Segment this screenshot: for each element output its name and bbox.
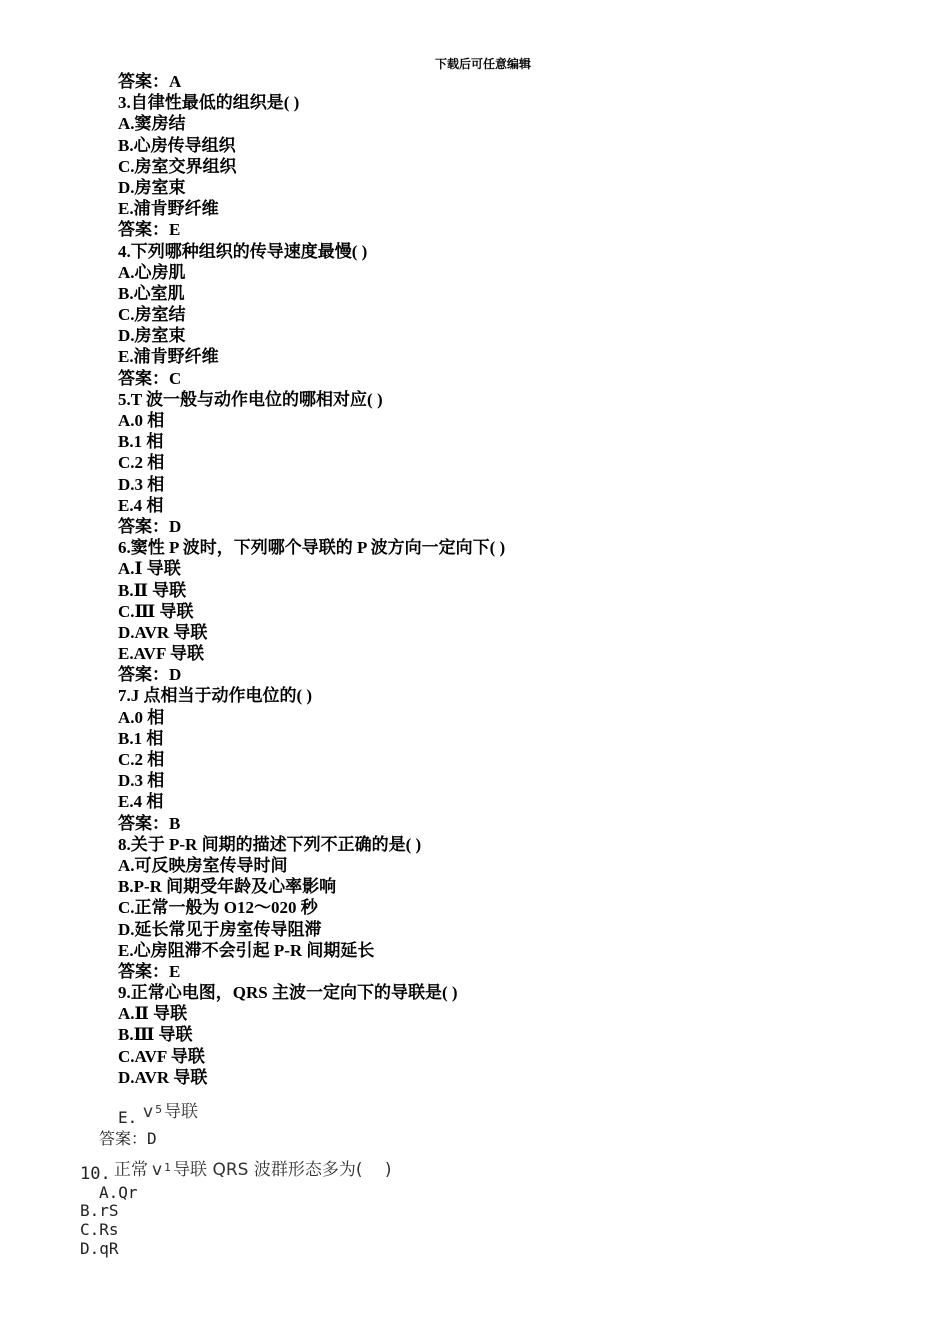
option-line: B.1 相 — [118, 728, 164, 748]
question-3: 3.自律性最低的组织是( ) — [118, 93, 300, 113]
lead-letter: v — [143, 1102, 154, 1122]
option-line: E.4 相 — [118, 792, 164, 812]
option-line: B.心房传导组织 — [118, 135, 236, 155]
option-line: B.Ⅱ 导联 — [118, 580, 187, 600]
answer-line: 答案：E — [118, 961, 181, 981]
question-5: 5.T 波一般与动作电位的哪相对应( ) — [118, 389, 383, 409]
lead-subscript: 5 — [155, 1103, 163, 1116]
question-9: 9.正常心电图，QRS 主波一定向下的导联是( ) — [118, 983, 458, 1003]
answer-line: 答案：A — [118, 72, 182, 91]
q10-lead-letter: v — [152, 1160, 163, 1180]
option-line: B.P-R 间期受年龄及心率影响 — [118, 877, 337, 897]
option-line: C.Ⅲ 导联 — [118, 601, 194, 621]
option-line: B.Ⅲ 导联 — [118, 1025, 193, 1045]
option-line: C.房室交界组织 — [118, 156, 237, 176]
option-line: D.AVR 导联 — [118, 622, 208, 642]
option-line: E.浦肯野纤维 — [118, 199, 219, 219]
option-line: D.3 相 — [118, 771, 165, 791]
q10-option-a: A.Qr — [99, 1183, 138, 1202]
option-line: D.AVR 导联 — [118, 1067, 208, 1087]
option-line: B.1 相 — [118, 432, 164, 452]
option-line: D.房室束 — [118, 177, 186, 197]
option-line: B.心室肌 — [118, 283, 185, 303]
option-line: A.可反映房室传导时间 — [118, 855, 288, 875]
q10-number: 10. — [80, 1164, 111, 1184]
option-line: A.窦房结 — [118, 114, 186, 134]
option-line: D.3 相 — [118, 474, 165, 494]
option-line: A.Ⅰ 导联 — [118, 559, 181, 579]
answer-line: 答案：C — [118, 368, 182, 388]
option-line: E.心房阻滞不会引起 P-R 间期延长 — [118, 940, 375, 960]
q10-lead-subscript: 1 — [164, 1161, 172, 1174]
option-line: C.2 相 — [118, 453, 165, 473]
option-line: C.2 相 — [118, 750, 165, 769]
option-line: E.4 相 — [118, 495, 164, 515]
option-line: D.延长常见于房室传导阻滞 — [118, 919, 322, 939]
answer-line: 答案：D — [118, 665, 182, 685]
q10-post: 导联 QRS 波群形态多为( ) — [173, 1160, 392, 1180]
option-line: A.心房肌 — [118, 262, 186, 282]
option-line: C.AVF 导联 — [118, 1046, 205, 1066]
answer-line: 答案：B — [118, 813, 181, 833]
answer-line: 答案：D — [118, 516, 182, 536]
option-line: A.Ⅱ 导联 — [118, 1004, 188, 1024]
question-4: 4.下列哪种组织的传导速度最慢( ) — [118, 241, 368, 261]
option-line: A.0 相 — [118, 707, 165, 727]
option-line: C.正常一般为 O12～020 秒 — [118, 898, 318, 918]
q9-option-e-text — [143, 1097, 198, 1122]
answer-line: 答案：E — [118, 220, 181, 240]
option-line: D.房室束 — [118, 326, 186, 346]
option-line: C.房室结 — [118, 305, 186, 325]
question-8: 8.关于 P-R 间期的描述下列不正确的是( ) — [118, 834, 422, 854]
question-body — [118, 71, 918, 1088]
question-10 — [114, 1155, 392, 1180]
q9-option-e-prefix: E. — [118, 1108, 138, 1127]
question-6: 6.窦性 P 波时，下列哪个导联的 P 波方向一定向下( ) — [118, 538, 506, 558]
option-line: E.浦肯野纤维 — [118, 347, 219, 367]
question-7: 7.J 点相当于动作电位的( ) — [118, 686, 313, 706]
q10-pre: 正常 — [114, 1160, 148, 1180]
q9-answer: 答案：D — [99, 1129, 157, 1148]
page-header: 下载后可任意编辑 — [434, 57, 531, 71]
q10-option-d: D.qR — [80, 1239, 119, 1258]
q10-option-c: C.Rs — [80, 1220, 119, 1239]
q10-option-b: B.rS — [80, 1201, 119, 1220]
option-line: A.0 相 — [118, 411, 165, 430]
option-line: E.AVF 导联 — [118, 644, 204, 664]
lead-suffix: 导联 — [164, 1102, 199, 1122]
